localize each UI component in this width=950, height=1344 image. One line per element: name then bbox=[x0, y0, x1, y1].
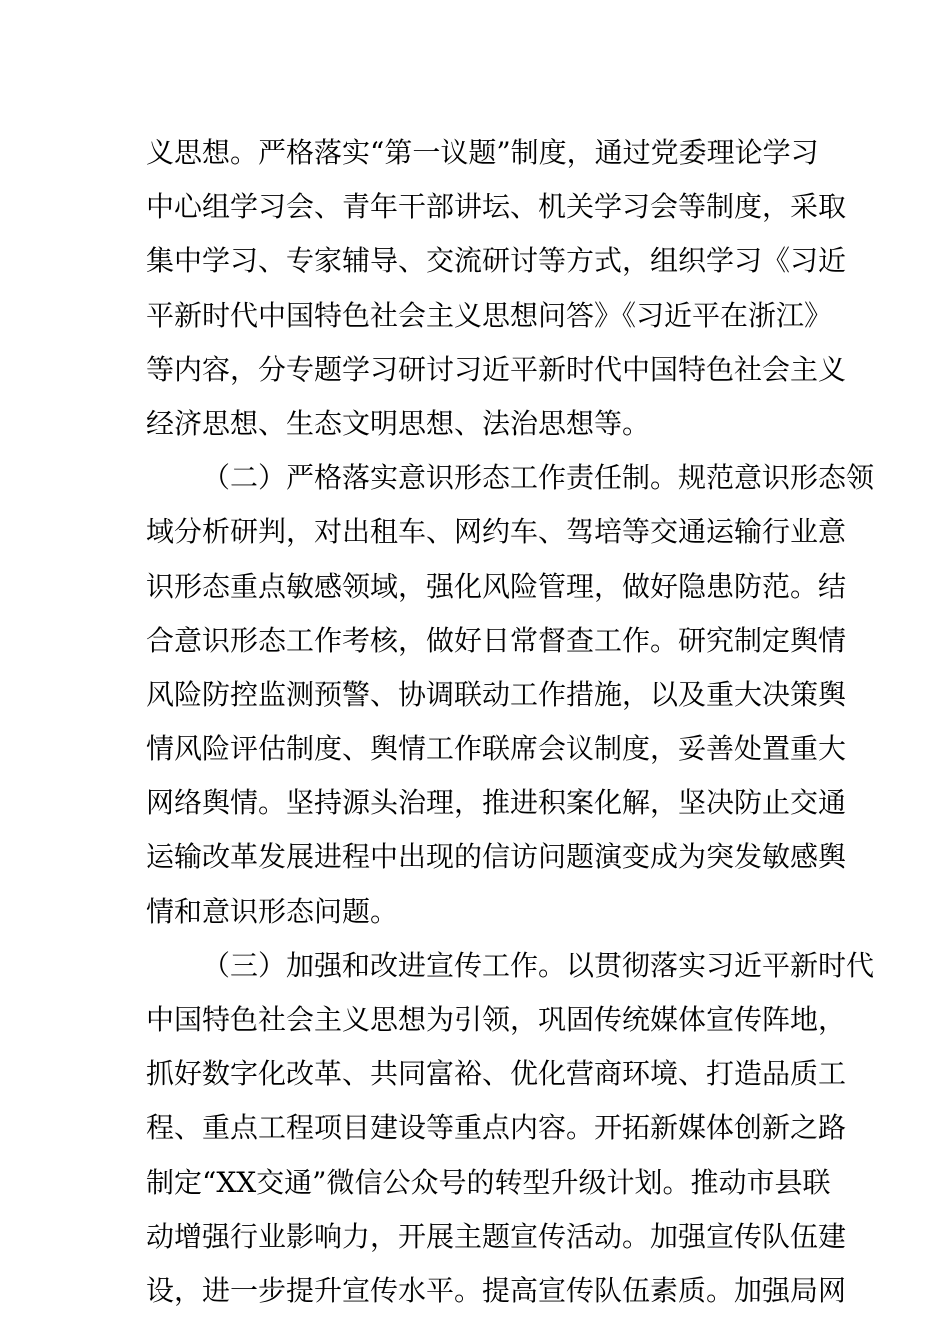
paragraph-2 bbox=[146, 451, 875, 939]
text-line: 域分析研判，对出租车、网约车、驾培等交通运输行业意 bbox=[146, 515, 847, 549]
text-line: 集中学习、专家辅导、交流研讨等方式，组织学习《习近 bbox=[146, 244, 847, 278]
paragraph-1 bbox=[146, 126, 847, 451]
text-line: 义思想。严格落实“第一议题”制度，通过党委理论学习 bbox=[146, 136, 819, 169]
text-line: 网络舆情。坚持源头治理，推进积案化解，坚决防止交通 bbox=[146, 786, 847, 820]
paragraph-3 bbox=[146, 939, 875, 1318]
document-body bbox=[146, 126, 875, 1318]
text-line: 程、重点工程项目建设等重点内容。开拓新媒体创新之路 bbox=[146, 1111, 847, 1145]
text-line: 运输改革发展进程中出现的信访问题演变成为突发敏感舆 bbox=[146, 840, 847, 874]
text-line: （三）加强和改进宣传工作。以贯彻落实习近平新时代 bbox=[202, 948, 875, 982]
text-line: 情风险评估制度、舆情工作联席会议制度，妥善处置重大 bbox=[146, 732, 847, 766]
text-line: 中国特色社会主义思想为引领，巩固传统媒体宣传阵地， bbox=[146, 1003, 847, 1036]
text-line: 经济思想、生态文明思想、法治思想等。 bbox=[146, 406, 651, 440]
text-line: 平新时代中国特色社会主义思想问答》《习近平在浙江》 bbox=[146, 298, 833, 332]
text-line: 抓好数字化改革、共同富裕、优化营商环境、打造品质工 bbox=[146, 1057, 847, 1091]
text-line: 情和意识形态问题。 bbox=[146, 894, 399, 928]
text-line: 中心组学习会、青年干部讲坛、机关学习会等制度，采取 bbox=[146, 190, 847, 224]
text-line: 设，进一步提升宣传水平。提高宣传队伍素质。加强局网 bbox=[146, 1273, 847, 1307]
text-line: 识形态重点敏感领域，强化风险管理，做好隐患防范。结 bbox=[146, 569, 847, 603]
text-line: 等内容，分专题学习研讨习近平新时代中国特色社会主义 bbox=[146, 352, 847, 386]
text-line: 制定“XX交通”微信公众号的转型升级计划。推动市县联 bbox=[146, 1165, 831, 1199]
text-line: 风险防控监测预警、协调联动工作措施，以及重大决策舆 bbox=[146, 677, 847, 711]
text-line: 合意识形态工作考核，做好日常督查工作。研究制定舆情 bbox=[146, 623, 847, 657]
text-line: （二）严格落实意识形态工作责任制。规范意识形态领 bbox=[202, 461, 875, 495]
text-line: 动增强行业影响力，开展主题宣传活动。加强宣传队伍建 bbox=[146, 1219, 847, 1253]
